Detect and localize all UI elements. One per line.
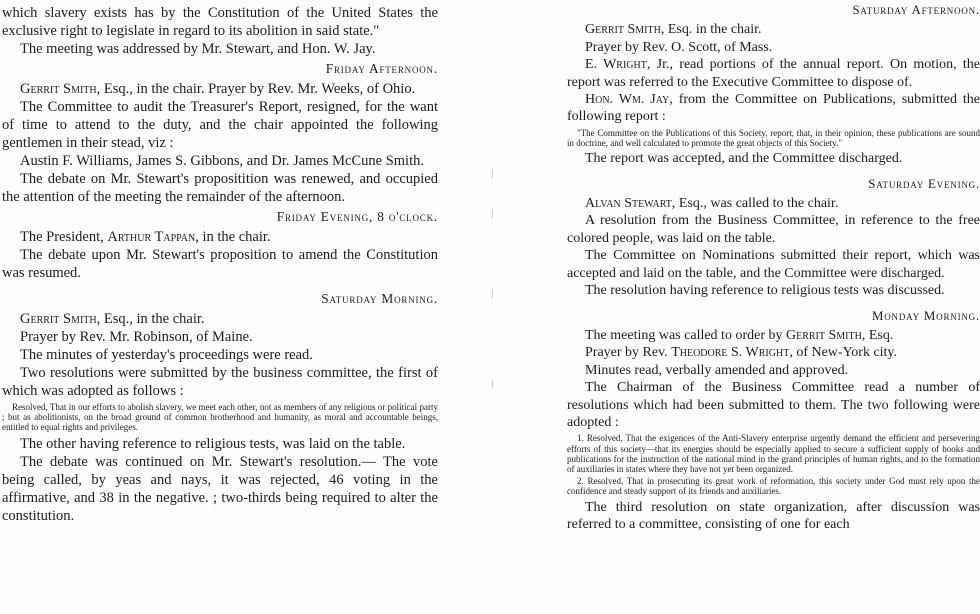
right-column: [563, 0, 980, 533]
right-page: [563, 0, 980, 614]
resolution-1: 1. Resolved, That the exigences of the Anti-Slavery enterprise urgently demand the efficient and persevering efforts of this society—that its energies should be especially applied to secure a sufficient supply of books and publications for the instruction of the national mind in the grand principles of human rights, and to the formation of auxiliaries in states where they have not yet been organized.: [567, 433, 980, 474]
paragraph: [567, 56, 980, 91]
section-heading-saturday-afternoon: Saturday Afternoon.: [852, 3, 980, 17]
person-name: Gerrit Smith: [585, 22, 661, 38]
spacer: [567, 168, 980, 174]
paragraph: The Committee to audit the Treasurer's Report, resigned, for the want of time to attend to the duty, and the chair appointed the following gentlemen in their stead, viz :: [2, 99, 438, 151]
person-name: Alvan Stewart: [585, 196, 672, 212]
person-name: Arthur Tappan: [107, 229, 196, 245]
paragraph: The report was accepted, and the Committee discharged.: [585, 151, 903, 167]
spacer: [2, 282, 438, 288]
paragraph: [567, 327, 980, 344]
paragraph: The Committee on Nominations submitted their report, which was accepted and laid on the table, and the Committee were discharged.: [567, 248, 980, 281]
paragraph: The debate upon Mr. Stewart's proposition to amend the Constitution was resumed.: [2, 247, 438, 281]
paragraph: [567, 195, 980, 212]
paragraph: A resolution from the Business Committee, in reference to the free colored people, was laid on the table.: [567, 213, 980, 246]
text: , in the chair.: [195, 229, 271, 245]
text: , Jr., read portions of the annual report. On motion, the report was referred to the Executive Committee to dispose of.: [567, 57, 980, 90]
paragraph: [2, 228, 438, 246]
resolution-text: Resolved, That in our efforts to abolish slavery, we meet each other, not as members of any religious or political party ; but as abolitionists, on the broad ground of common brotherhood and humanity, as moral and accountable beings, entitled to equal rights and privileges.: [2, 402, 438, 433]
paragraph: The debate on Mr. Stewart's propositition was renewed, and occupied the attention of the meeting the remainder of the afternoon.: [2, 171, 438, 205]
person-name: Hon. Wm. Jay: [585, 92, 670, 108]
person-name: Theodore S. Wright: [671, 345, 790, 361]
paragraph: [2, 310, 438, 328]
person-name: E. Wright: [585, 57, 647, 73]
paragraph: The minutes of yesterday's proceedings were read.: [20, 347, 313, 363]
text: , from the Committee on Publications, submitted the following report :: [567, 92, 980, 125]
paragraph: [2, 80, 438, 98]
text: The meeting was called to order by: [585, 327, 786, 343]
paragraph: The meeting was addressed by Mr. Stewart, and Hon. W. Jay.: [20, 41, 376, 57]
text: , Esq., was called to the chair.: [671, 196, 839, 212]
paragraph: Prayer by Rev. O. Scott, of Mass.: [585, 39, 773, 55]
resolution-2: 2. Resolved, That in prosecuting its great work of reformation, this society under God must rely upon the confidence and steady support of its friends and auxiliaries.: [567, 476, 980, 497]
paragraph: Two resolutions were submitted by the business committee, the first of which was adopted as follows :: [2, 365, 438, 399]
text: , Esq. in the chair.: [660, 22, 762, 38]
person-name: Gerrit Smith: [785, 327, 862, 343]
spacer: [567, 300, 980, 306]
paragraph: Minutes read, verbally amended and approved.: [585, 362, 849, 378]
paragraph: [567, 91, 980, 126]
left-page: [0, 0, 452, 614]
paragraph: Austin F. Williams, James S. Gibbons, and Dr. James McCune Smith.: [20, 153, 424, 169]
paragraph: The resolution having reference to religious tests was discussed.: [585, 283, 945, 299]
gutter-mark: [492, 170, 493, 178]
paragraph: [567, 344, 980, 361]
person-name: Gerrit Smith: [20, 311, 97, 327]
person-name: Gerrit Smith: [20, 81, 97, 97]
gutter-marks: [492, 170, 496, 450]
gutter-mark: [492, 290, 493, 298]
text: , Esq., in the chair. Prayer by Rev. Mr. Weeks, of Ohio.: [96, 81, 416, 97]
paragraph: The other having reference to religious tests, was laid on the table.: [20, 435, 406, 452]
left-column: [0, 0, 452, 525]
committee-report-quote: "The Committee on the Publications of this Society, report, that, in their opinion, these publications are sound in doctrine, and well calculated to promote the great objects of this Society.": [567, 127, 980, 149]
gutter-mark: [492, 210, 493, 218]
section-heading-friday-afternoon: Friday Afternoon.: [325, 61, 438, 76]
gutter-mark: [492, 380, 493, 388]
text: , Esq.: [861, 327, 894, 343]
section-heading-saturday-morning: Saturday Morning.: [321, 291, 438, 306]
text: The President,: [20, 229, 108, 245]
section-heading-saturday-evening: Saturday Evening.: [868, 176, 980, 191]
paragraph: which slavery exists has by the Constitution of the United States the exclusive right to legislate in regard to its abolition in said state.": [2, 5, 438, 39]
section-heading-monday-morning: Monday Morning.: [871, 308, 980, 323]
text: Prayer by Rev.: [585, 345, 672, 361]
section-heading-friday-evening: Friday Evening, 8 o'clock.: [276, 209, 438, 224]
paragraph: The debate was continued on Mr. Stewart's resolution.— The vote being called, by yeas and nays, it was rejected, 46 voting in the affirmative, and 38 in the negative. ; two-thirds being required to alter the constitution.: [2, 453, 438, 524]
paragraph: Prayer by Rev. Mr. Robinson, of Maine.: [20, 329, 253, 345]
paragraph: [567, 21, 980, 38]
text: , of New-York city.: [789, 345, 898, 361]
paragraph: The third resolution on state organization, after discussion was referred to a committee, consisting of one for each: [567, 499, 980, 532]
paragraph: The Chairman of the Business Committee read a number of resolutions which had been submitted to them. The two following were adopted :: [567, 380, 980, 430]
text: , Esq., in the chair.: [96, 311, 205, 327]
